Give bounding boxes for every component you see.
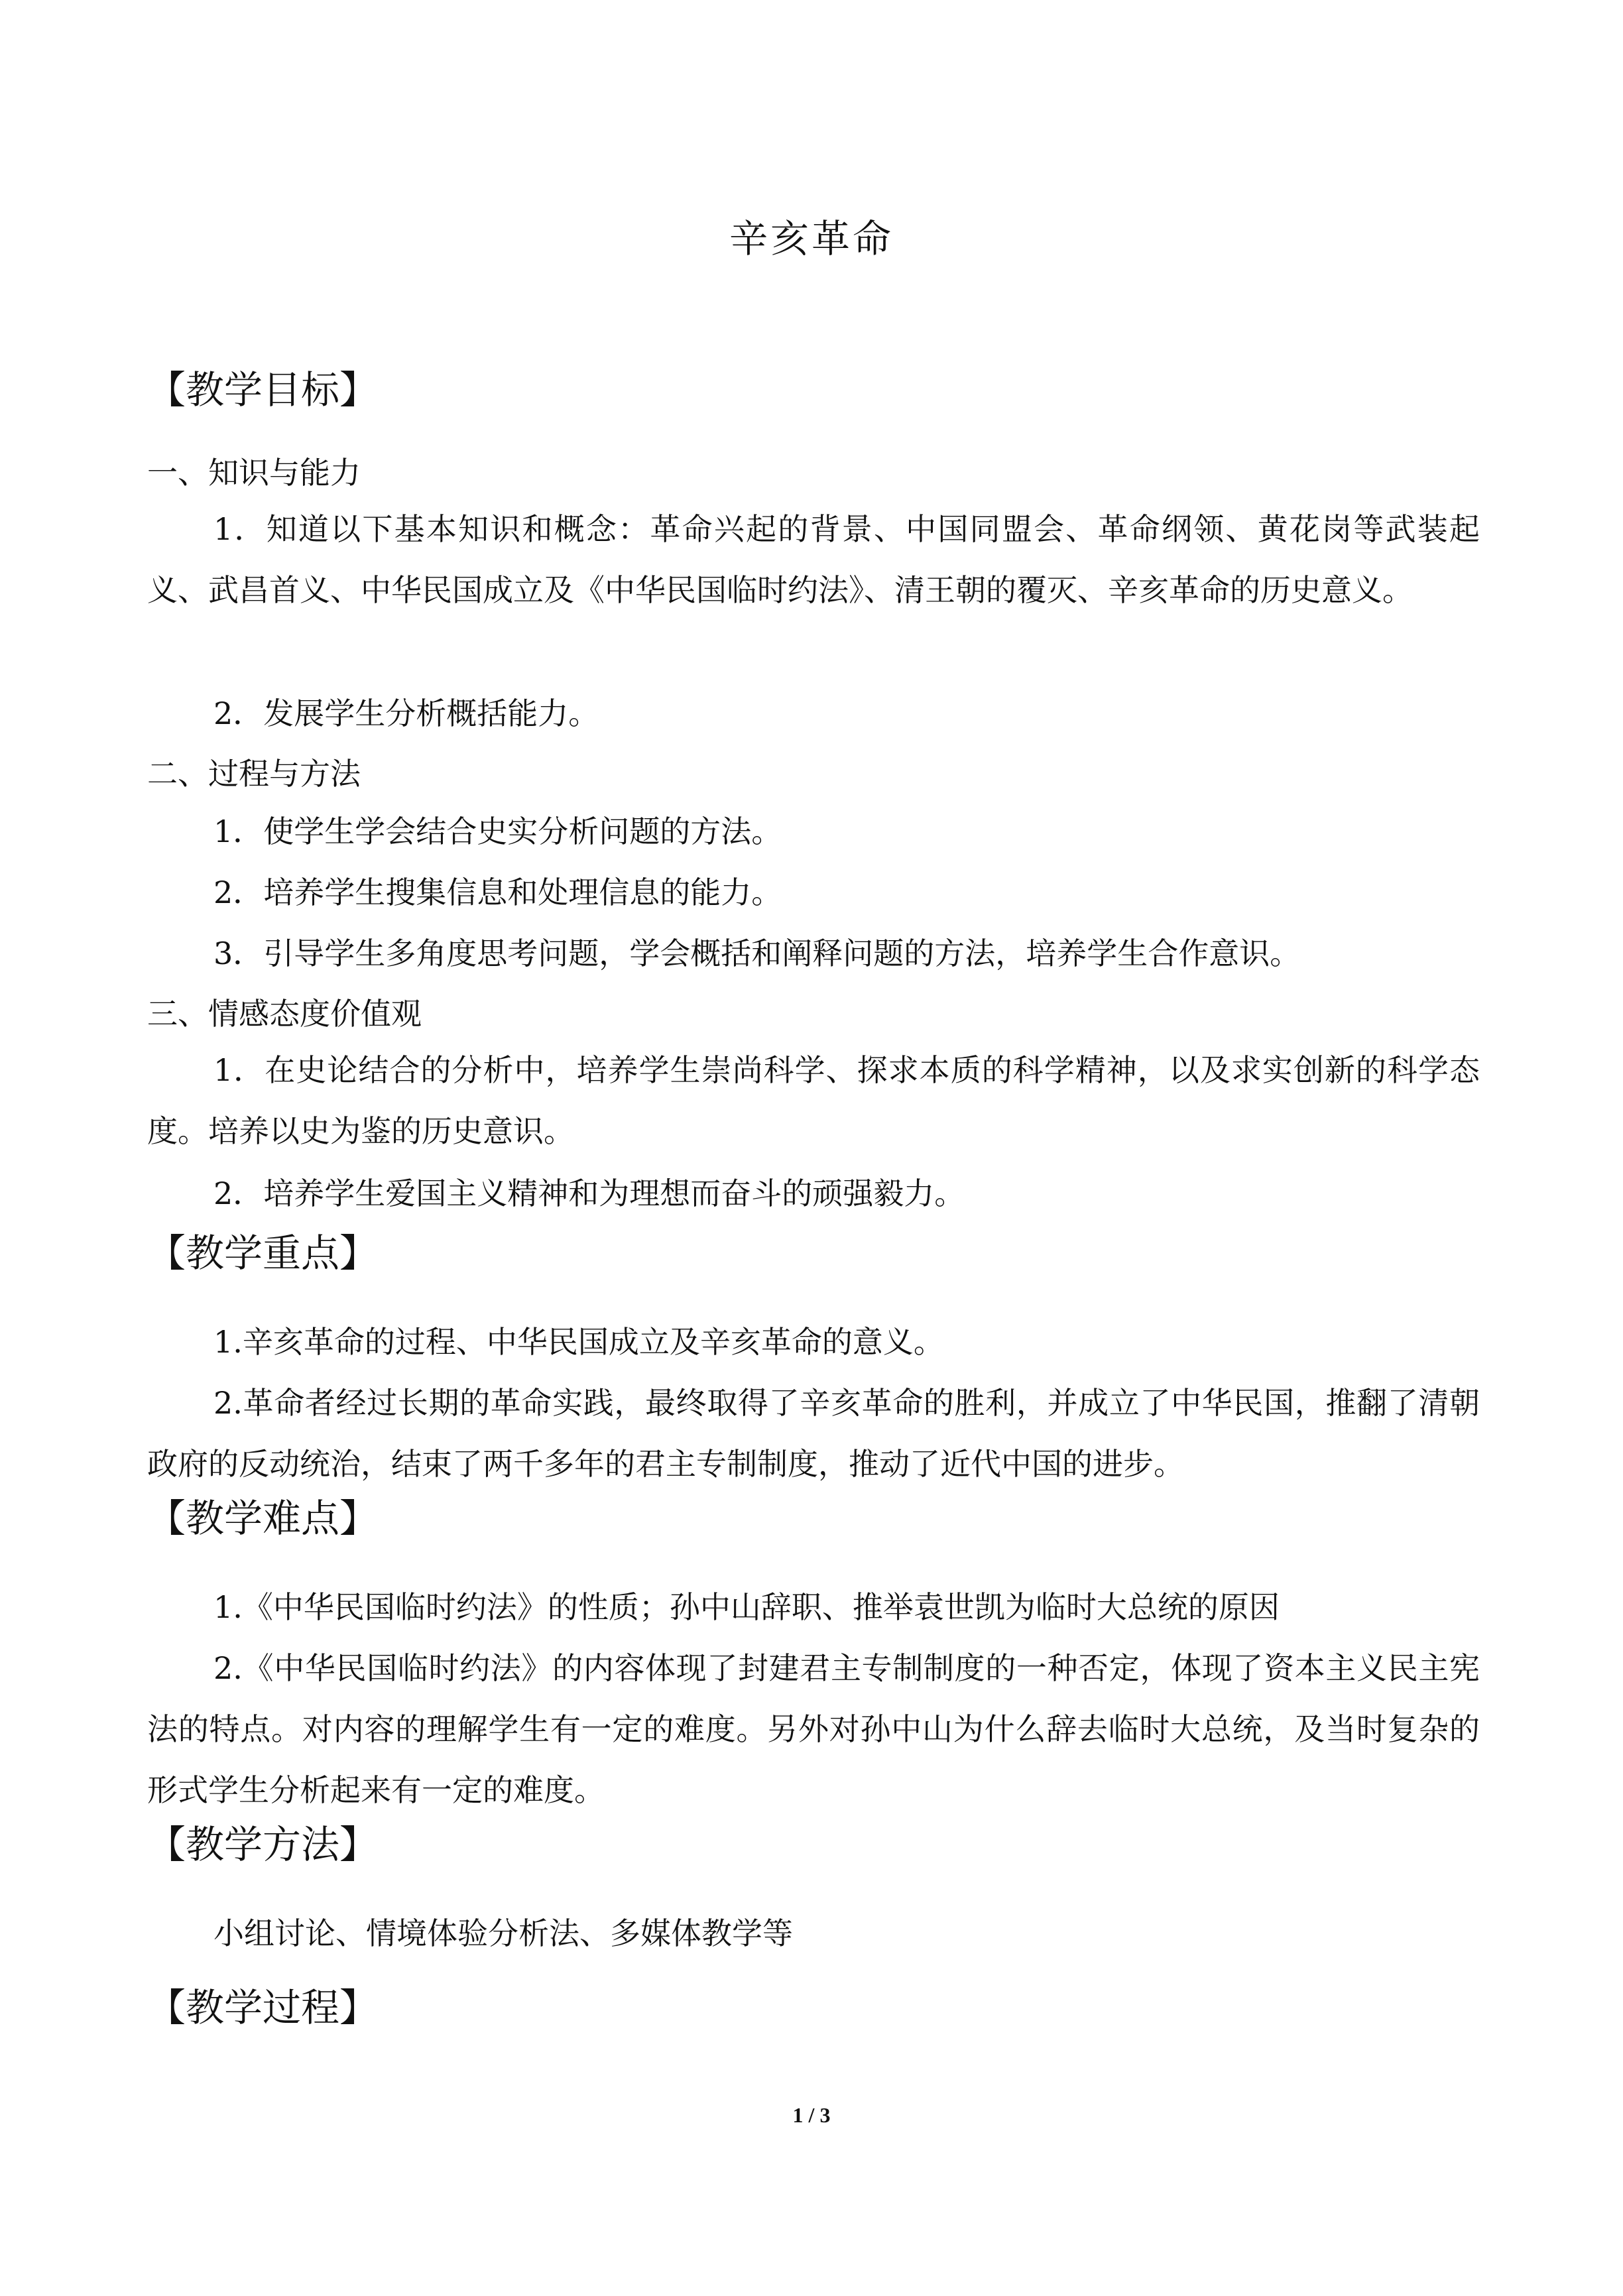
- section-heading-process: 【教学过程】: [147, 1985, 379, 2030]
- paragraph-key-point-2: 2.革命者经过长期的革命实践，最终取得了辛亥革命的胜利，并成立了中华民国，推翻了清朝政府的反动统治，结束了两千多年的君主专制制度，推动了近代中国的进步。: [147, 1385, 1480, 1482]
- paragraph-values-1: 1．在史论结合的分析中，培养学生崇尚科学、探求本质的科学精神，以及求实创新的科学态度。培养以史为鉴的历史意识。: [147, 1052, 1480, 1149]
- section-heading-key-points: 【教学重点】: [147, 1231, 379, 1276]
- paragraph-process-2: 2．培养学生搜集信息和处理信息的能力。: [213, 875, 782, 910]
- section-heading-difficulties: 【教学难点】: [147, 1496, 379, 1541]
- page-number: 1 / 3: [792, 2103, 831, 2127]
- section-heading-goals: 【教学目标】: [147, 367, 379, 412]
- paragraph-knowledge-1: 1．知道以下基本知识和概念：革命兴起的背景、中国同盟会、革命纲领、黄花岗等武装起义、武昌首义、中华民国成立及《中华民国临时约法》、清王朝的覆灭、辛亥革命的历史意义。: [147, 511, 1480, 608]
- paragraph-process-3: 3．引导学生多角度思考问题，学会概括和阐释问题的方法，培养学生合作意识。: [213, 936, 1301, 971]
- subheading-process: 二、过程与方法: [147, 756, 361, 792]
- paragraph-values-2: 2．培养学生爱国主义精神和为理想而奋斗的顽强毅力。: [213, 1176, 965, 1211]
- section-heading-methods: 【教学方法】: [147, 1822, 379, 1867]
- subheading-knowledge: 一、知识与能力: [147, 455, 361, 491]
- paragraph-key-point-1: 1.辛亥革命的过程、中华民国成立及辛亥革命的意义。: [213, 1324, 944, 1360]
- paragraph-difficulty-2: 2.《中华民国临时约法》的内容体现了封建君主专制制度的一种否定，体现了资本主义民主宪法的特点。对内容的理解学生有一定的难度。另外对孙中山为什么辞去临时大总统，及当时复杂的形式学生分析起来有一定的难度。: [147, 1650, 1480, 1808]
- paragraph-difficulty-1: 1.《中华民国临时约法》的性质；孙中山辞职、推举袁世凯为临时大总统的原因: [213, 1589, 1280, 1625]
- paragraph-methods: 小组讨论、情境体验分析法、多媒体教学等: [213, 1915, 793, 1951]
- paragraph-process-1: 1．使学生学会结合史实分析问题的方法。: [213, 814, 782, 849]
- subheading-values: 三、情感态度价值观: [147, 996, 422, 1032]
- document-title: 辛亥革命: [729, 216, 894, 261]
- paragraph-knowledge-2: 2．发展学生分析概括能力。: [213, 695, 599, 731]
